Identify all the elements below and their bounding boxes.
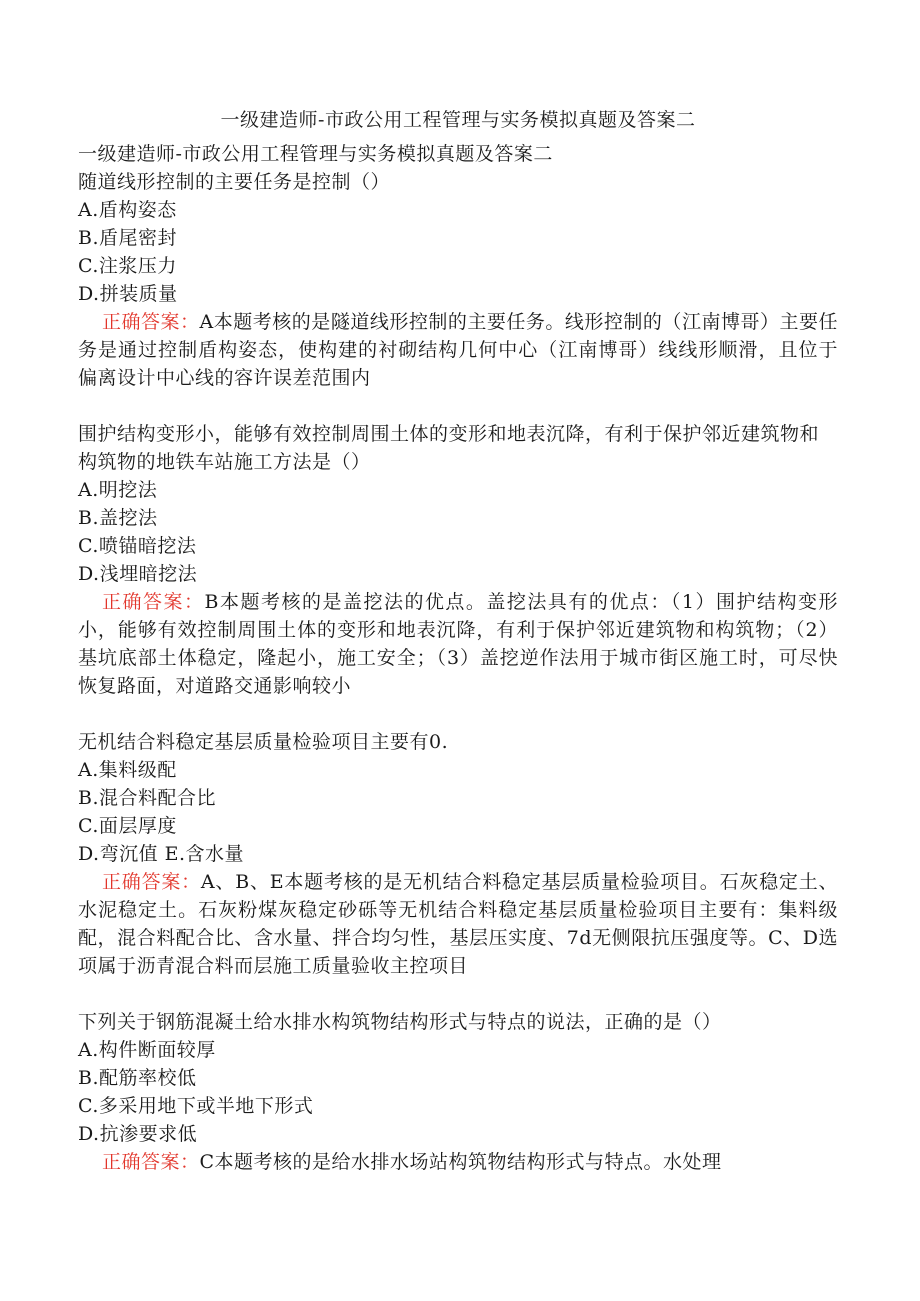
document-title: 一级建造师-市政公用工程管理与实务模拟真题及答案二 (220, 109, 696, 131)
answer-explanation (78, 308, 838, 392)
answer-text: A、B、E本题考核的是无机结合料稳定基层质量检验项目。石灰稳定土、水泥稳定土。石灰粉煤灰稳定砂砾等无机结合料稳定基层质量检验项目主要有：集料级配，混合料配合比、含水量、拌合均匀性，基层压实度、7d无侧限抗压强度等。C、D选项属于沥青混合料而层施工质量验收主控项目 (78, 871, 838, 977)
question-1 (78, 168, 838, 392)
option-list (78, 756, 838, 868)
option-c: C.喷锚暗挖法 (78, 535, 197, 557)
question-stem: 随道线形控制的主要任务是控制（） (78, 171, 391, 193)
option-d: D.弯沉值 E.含水量 (78, 843, 245, 865)
answer-explanation (78, 868, 838, 980)
question-2 (78, 420, 838, 700)
option-d: D.抗渗要求低 (78, 1123, 198, 1145)
answer-explanation (78, 588, 838, 700)
answer-label: 正确答案： (102, 1151, 200, 1173)
option-d: D.浅埋暗挖法 (78, 563, 198, 585)
question-3 (78, 728, 838, 980)
option-d: D.拼装质量 (78, 283, 178, 305)
question-stem: 下列关于钢筋混凝土给水排水构筑物结构形式与特点的说法，正确的是（） (78, 1011, 722, 1033)
answer-label: 正确答案： (102, 591, 205, 613)
answer-text: B本题考核的是盖挖法的优点。盖挖法具有的优点：（1）围护结构变形小，能够有效控制周围土体的变形和地表沉降，有利于保护邻近建筑物和构筑物；（2）基坑底部土体稳定，隆起小，施工安全；（3）盖挖逆作法用于城市街区施工时，可尽快恢复路面，对道路交通影响较小 (78, 591, 838, 697)
option-a: A.集料级配 (78, 759, 177, 781)
document-subtitle: 一级建造师-市政公用工程管理与实务模拟真题及答案二 (78, 143, 553, 165)
option-b: B.盾尾密封 (78, 227, 178, 249)
option-a: A.构件断面较厚 (78, 1039, 216, 1061)
question-stem: 围护结构变形小，能够有效控制周围土体的变形和地表沉降，有利于保护邻近建筑物和构筑物的地铁车站施工方法是（） (78, 423, 820, 473)
option-b: B.配筋率校低 (78, 1067, 197, 1089)
option-a: A.明挖法 (78, 479, 158, 501)
answer-text: A本题考核的是隧道线形控制的主要任务。线形控制的（江南博哥）主要任务是通过控制盾构姿态，使构建的衬砌结构几何中心（江南博哥）线线形顺滑，且位于偏离设计中心线的容许误差范围内 (78, 311, 838, 389)
answer-label: 正确答案： (102, 871, 201, 893)
answer-text: C本题考核的是给水排水场站构筑物结构形式与特点。水处理 (199, 1151, 722, 1173)
question-4 (78, 1008, 838, 1176)
option-list (78, 476, 838, 588)
option-c: C.注浆压力 (78, 255, 177, 277)
option-c: C.面层厚度 (78, 815, 177, 837)
option-b: B.盖挖法 (78, 507, 158, 529)
question-stem: 无机结合料稳定基层质量检验项目主要有0. (78, 731, 449, 753)
option-list (78, 1036, 838, 1148)
option-list (78, 196, 838, 308)
option-c: C.多采用地下或半地下形式 (78, 1095, 314, 1117)
answer-label: 正确答案： (102, 311, 200, 333)
option-b: B.混合料配合比 (78, 787, 217, 809)
answer-explanation (78, 1148, 838, 1176)
option-a: A.盾构姿态 (78, 199, 177, 221)
